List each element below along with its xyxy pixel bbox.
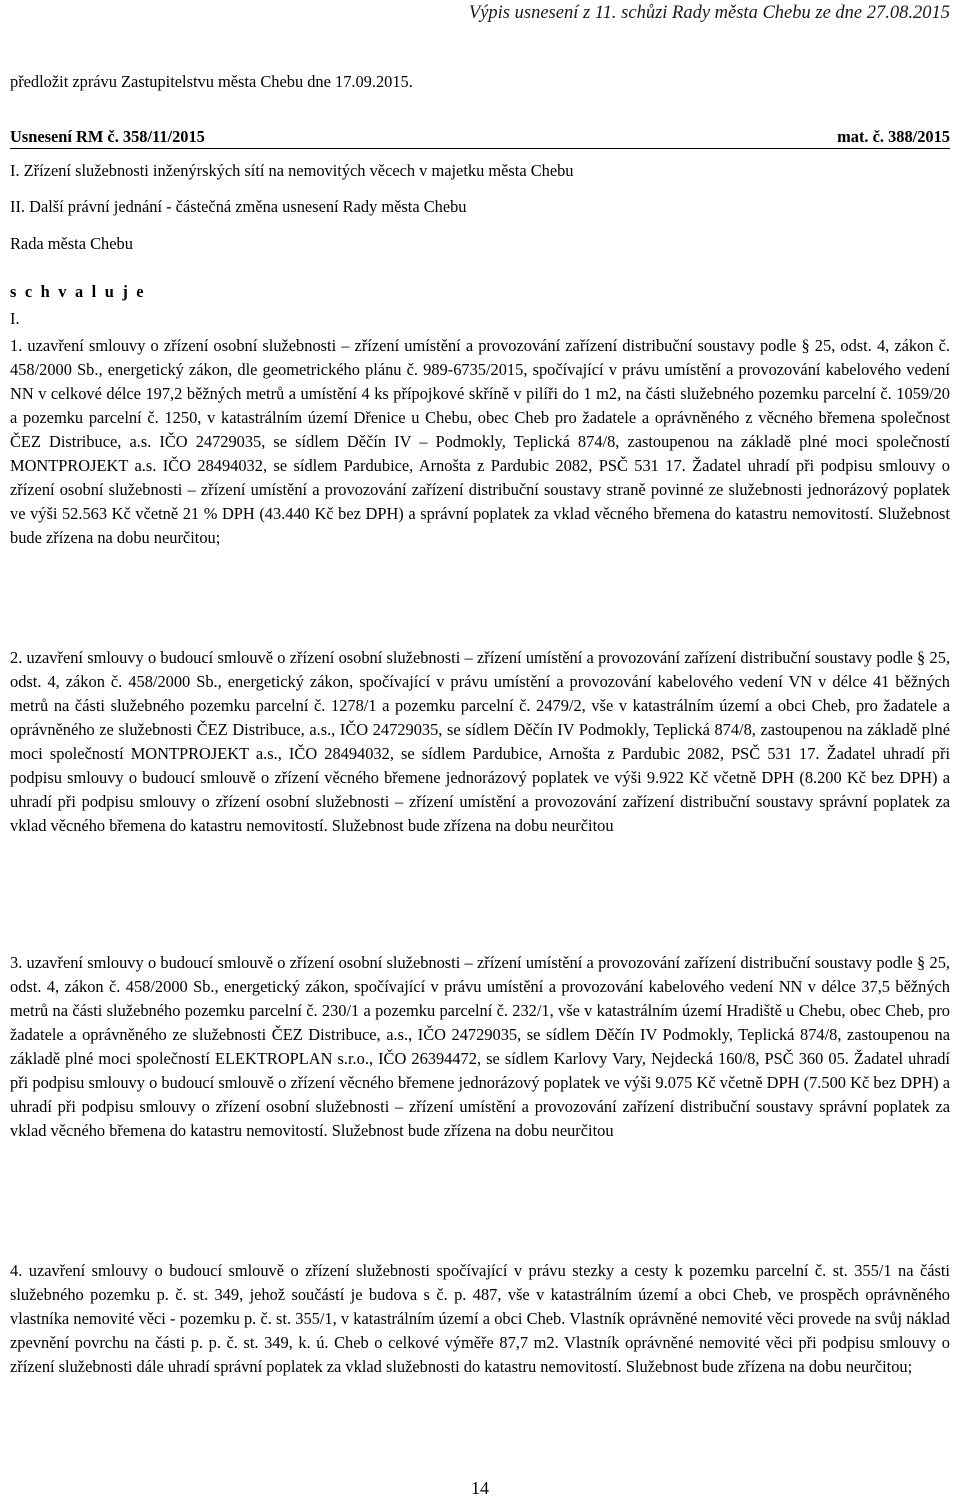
resolution-item-1: I. Zřízení služebnosti inženýrských sítí na nemovitých věcech v majetku města Chebu: [10, 161, 574, 180]
resolution-number-row: [10, 127, 950, 149]
material-number: mat. č. 388/2015: [837, 127, 950, 146]
point-3: 3. uzavření smlouvy o budoucí smlouvě o zřízení osobní služebnosti – zřízení umístění a provozování zařízení distribuční soustavy podle § 25, odst. 4, zákon č. 458/2000 Sb., energetický zákon, spočívající v právu umístění a provozování kabelového vedení NN v délce 37,5 běžných metrů na části služebného pozemku parcelní č. 230/1 a pozemku parcelní č. 232/1, vše v katastrálním území Hradiště u Chebu, obec Cheb, pro žadatele a oprávněného ze služebnosti ČEZ Distribuce, a.s., IČO 24729035, se sídlem Děčín IV Podmokly, Teplická 874/8, zastoupenou na základě plné moci společností ELEKTROPLAN s.r.o., IČO 26394472, se sídlem Karlovy Vary, Nejdecká 160/8, PSČ 360 05. Žadatel uhradí při podpisu smlouvy o budoucí smlouvě o zřízení věcného břemene jednorázový poplatek ve výši 9.075 Kč včetně DPH (7.500 Kč bez DPH) a uhradí při podpisu smlouvy o zřízení osobní služebnosti – zřízení umístění a provozování zařízení distribuční soustavy správní poplatek za vklad věcného břemena do katastru nemovitostí. Služebnost bude zřízena na dobu neurčitou: [10, 953, 950, 1140]
intro-text: předložit zprávu Zastupitelstvu města Chebu dne 17.09.2015.: [10, 72, 413, 91]
page-number: 14: [471, 1478, 489, 1498]
resolution-number: Usnesení RM č. 358/11/2015: [10, 127, 205, 146]
point-2: 2. uzavření smlouvy o budoucí smlouvě o zřízení osobní služebnosti – zřízení umístění a provozování zařízení distribuční soustavy podle § 25, odst. 4, zákon č. 458/2000 Sb., energetický zákon, spočívající v právu umístění a provozování kabelového vedení VN v délce 41 běžných metrů na části služebného pozemku parcelní č. 1278/1 a pozemku parcelní č. 2479/2, vše v katastrálním území a obci Cheb, pro žadatele a oprávněného ze služebnosti ČEZ Distribuce, a.s., IČO 24729035, se sídlem Děčín IV Podmokly, Teplická 874/8, zastoupenou na základě plné moci společností MONTPROJEKT a.s., IČO 28494032, se sídlem Pardubice, Arnošta z Pardubic 2082, PSČ 531 17. Žadatel uhradí při podpisu smlouvy o budoucí smlouvě o zřízení věcného břemene jednorázový poplatek ve výši 9.922 Kč včetně DPH (8.200 Kč bez DPH) a uhradí při podpisu smlouvy o zřízení osobní služebnosti – zřízení umístění a provozování zařízení distribuční soustavy správní poplatek za vklad věcného břemena do katastru nemovitostí. Služebnost bude zřízena na dobu neurčitou: [10, 648, 950, 835]
point-1: 1. uzavření smlouvy o zřízení osobní služebnosti – zřízení umístění a provozování zařízení distribuční soustavy podle § 25, odst. 4, zákon č. 458/2000 Sb., energetický zákon, dle geometrického plánu č. 989-6735/2015, spočívající v právu umístění a provozování kabelového vedení NN v celkové délce 197,2 běžných metrů a umístění 4 ks přípojkové skříně v pilíři do 1 m2, na části služebného pozemku parcelní č. 1059/20 a pozemku parcelní č. 1250, v katastrálním území Dřenice u Chebu, obec Cheb pro žadatele a oprávněného z věcného břemena společnost ČEZ Distribuce, a.s. IČO 24729035, se sídlem Děčín IV – Podmokly, Teplická 874/8, zastoupenou na základě plné moci společností MONTPROJEKT a.s. IČO 28494032, se sídlem Pardubice, Arnošta z Pardubic 2082, PSČ 531 17. Žadatel uhradí při podpisu smlouvy o zřízení osobní služebnosti – zřízení umístění a provozování zařízení distribuční soustavy straně povinné ze služebnosti jednorázový poplatek ve výši 52.563 Kč včetně 21 % DPH (43.440 Kč bez DPH) a správní poplatek za vklad věcného břemena do katastru nemovitostí. Služebnost bude zřízena na dobu neurčitou;: [10, 336, 950, 547]
resolution-item-2: II. Další právní jednání - částečná změna usnesení Rady města Chebu: [10, 197, 467, 216]
resolution-body: Rada města Chebu: [10, 234, 133, 253]
point-4: 4. uzavření smlouvy o budoucí smlouvě o zřízení služebnosti spočívající v právu stezky a cesty k pozemku parcelní č. st. 355/1 na části služebného pozemku p. č. st. 349, jehož součástí je budova s č. p. 487, vše v katastrálním území a obci Cheb, ve prospěch oprávněného vlastníka nemovité věci - pozemku p. č. st. 355/1, v katastrálním území a obci Cheb. Vlastník oprávněné nemovité věci provede na svůj náklad zpevnění povrchu na části p. p. č. st. 349, k. ú. Cheb o celkové výměře 87,7 m2. Vlastník oprávněné nemovité věci při podpisu smlouvy o zřízení služebnosti dále uhradí správní poplatek za vklad služebnosti do katastru nemovitostí. Služebnost bude zřízena na dobu neurčitou;: [10, 1261, 950, 1376]
document-header: Výpis usnesení z 11. schůzi Rady města Chebu ze dne 27.08.2015: [468, 3, 950, 23]
resolution-section: I.: [10, 309, 20, 328]
resolution-verb: s c h v a l u j e: [10, 282, 146, 301]
